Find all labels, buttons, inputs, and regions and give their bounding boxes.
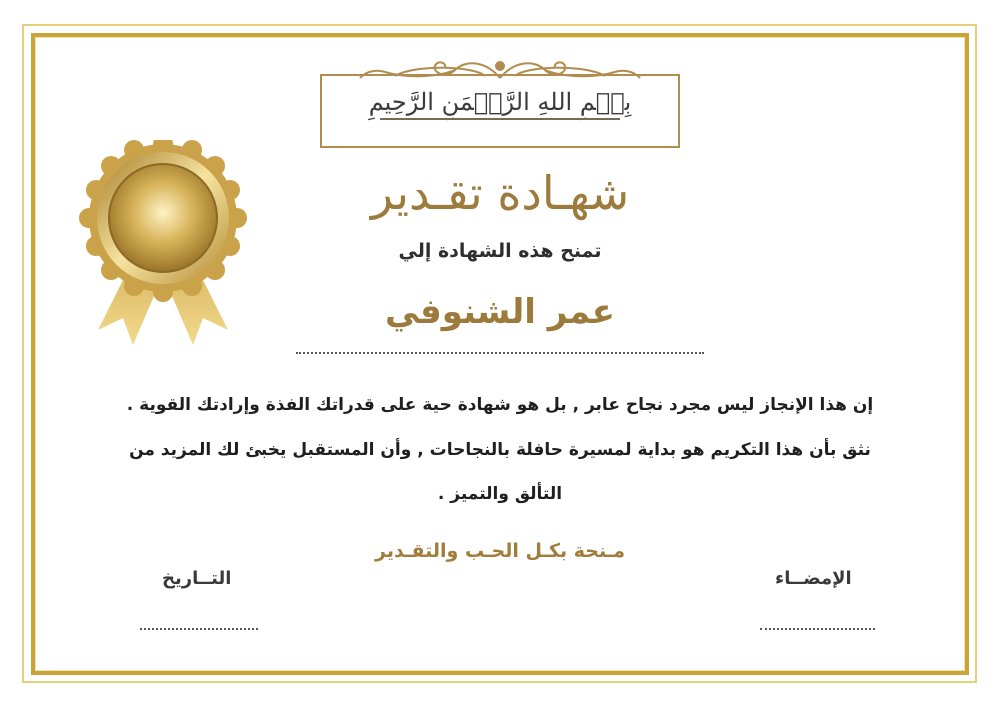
gold-medal-ribbon-icon xyxy=(78,140,248,350)
basmala-text: بِسۡمِ اللهِ الرَّحۡمَنِ الرَّحِيمِ xyxy=(368,88,632,116)
basmala-flourish-line xyxy=(380,118,620,120)
with-love-line: مـنحة بكـل الحـب والتقـدير xyxy=(375,540,625,562)
granted-to-label: تمنح هذه الشهادة إلي xyxy=(398,240,602,262)
body-line-2: نثق بأن هذا التكريم هو بداية لمسيرة حافلة بالنجاحات , وأن المستقبل يخبئ لك المزيد من xyxy=(129,440,871,460)
signature-label: الإمضــاء xyxy=(775,568,852,589)
date-line xyxy=(140,628,258,630)
recipient-name: عمر الشنوفي xyxy=(385,292,615,332)
recipient-underline xyxy=(296,352,704,354)
signature-line xyxy=(760,628,875,630)
certificate-title: شهـادة تقـدير xyxy=(370,166,630,220)
date-label: التــاريخ xyxy=(162,568,232,589)
body-line-3: التألق والتميز . xyxy=(437,484,563,504)
body-line-1: إن هذا الإنجاز ليس مجرد نجاح عابر , بل هو شهادة حية على قدراتك الفذة وإرادتك القوية . xyxy=(126,395,874,415)
